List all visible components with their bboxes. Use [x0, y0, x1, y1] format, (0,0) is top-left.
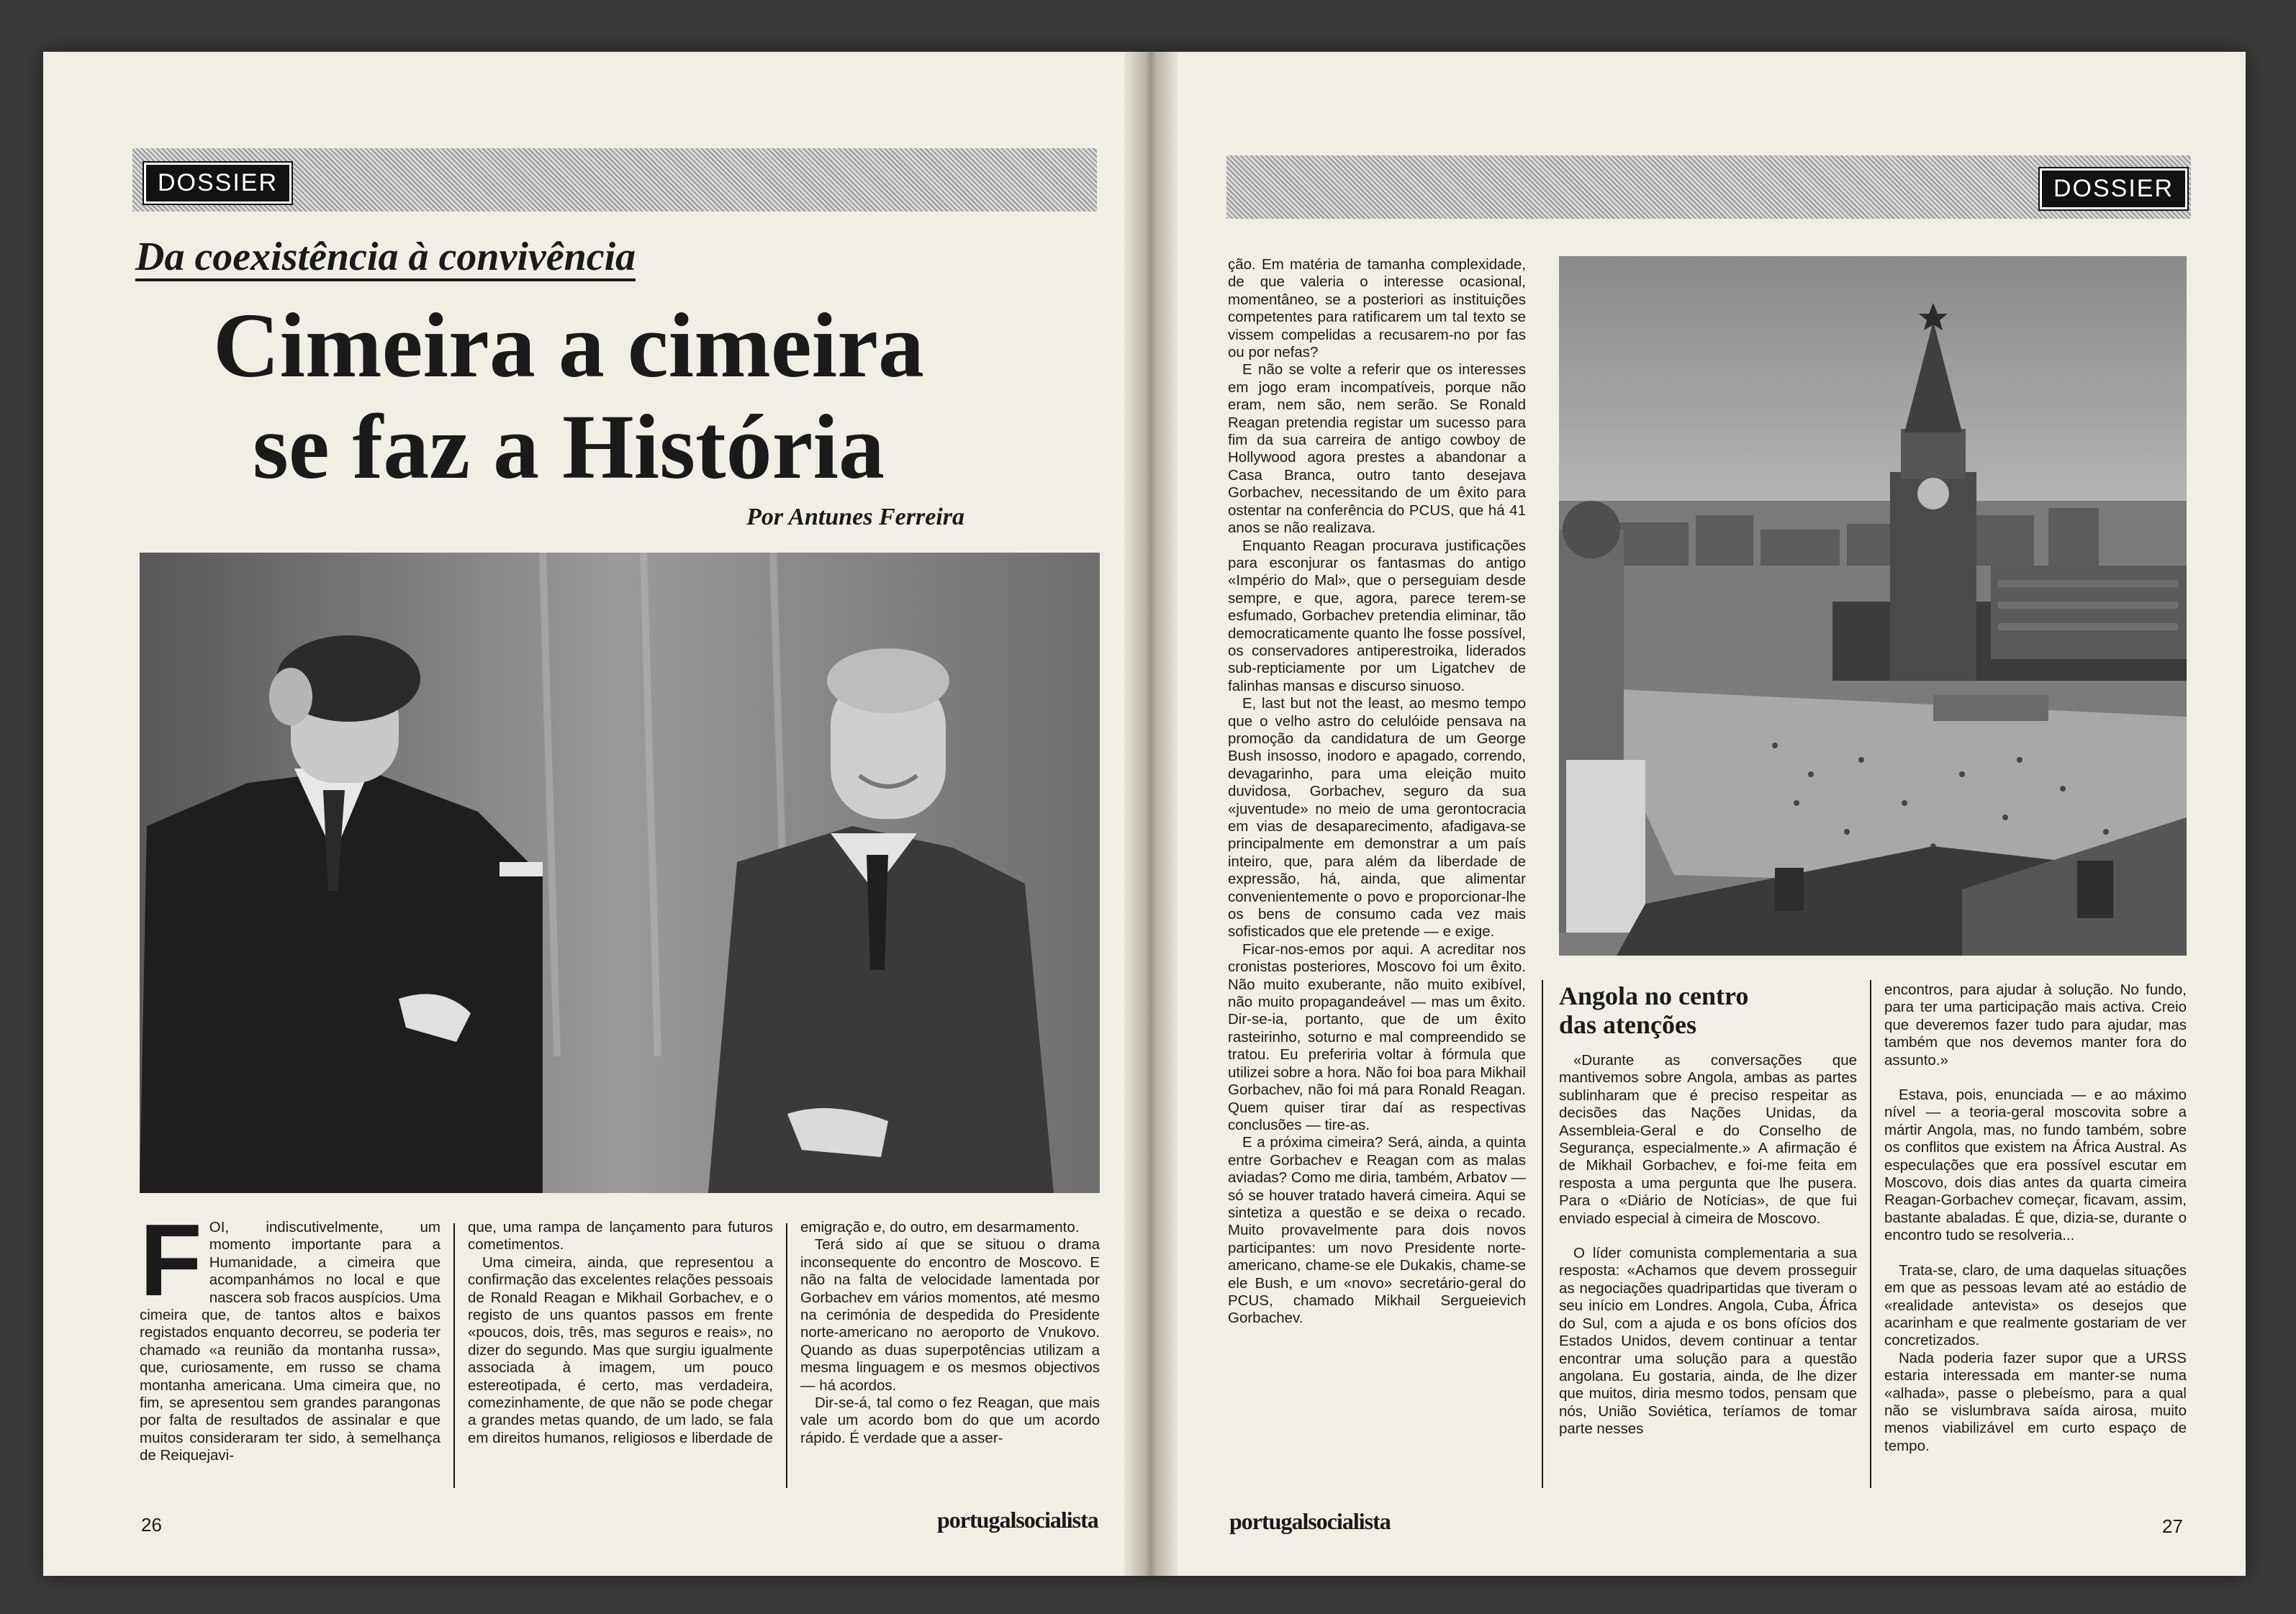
left-col3-paragraph: Terá sido aí que se situou o drama inconsequente do encontro de Moscovo. E não na falta de velocidade lamentada por Gorbachev em vários momentos, até mesmo na cerimónia de despedida do Presidente norte-americano no aeroporto de Vnukovo. Quando as duas superpotências utilizam a mesma linguagem e os mesmos objectivos — há acordos. — [800, 1236, 1100, 1394]
column-rule — [1542, 980, 1543, 1488]
angola-subhead — [1559, 981, 1861, 1039]
left-column-2 — [468, 1219, 773, 1447]
byline: Por Antunes Ferreira — [746, 504, 964, 530]
right-col1-paragraph: E, last but not the least, ao mesmo tempo que o velho astro do celulóide pensava na promoção da candidatura de um George Bush insosso, inodoro e apagado, correndo, devagarinho, para uma eleição muito duvidosa, Gorbachev, seguro da sua «juventude» no meio de uma gerontocracia em vias de desaparecimento, afadigava-se principalmente em demonstrar a um país inteiro, que, para além da liberdade de expressão, há, ainda, que alimentar convenientemente o povo e proporcionar-lhe os bens de consumo cada vez mais sofisticados que ele pretende — e exige. — [1228, 695, 1526, 940]
subhead-line-2: das atenções — [1559, 1010, 1696, 1039]
left-column-3 — [800, 1219, 1100, 1447]
column-rule — [453, 1223, 455, 1488]
left-masthead: portugalsocialista — [937, 1507, 1098, 1533]
column-rule — [1870, 980, 1871, 1488]
right-col1-paragraph: E não se volte a referir que os interesses em jogo eram incompatíveis, porque não eram, nem são, nem serão. Se Ronald Reagan pretendia registar um sucesso para fim da sua carreira de antigo cowboy de Hollywood agora prestes a abandonar a Casa Branca, outro tanto desejava Gorbachev, necessitando de um êxito para ostentar na conferência do PCUS, que há 41 anos se não realizava. — [1228, 361, 1526, 537]
right-col1-paragraph: Ficar-nos-emos por aqui. A acreditar nos cronistas posteriores, Moscovo foi um êxito. Não muito exuberante, não muito exibível, não muito propagandeável — mas um êxito. Dir-se-ia, portanto, que de um êxito rasteirinho, soturno e mal compreendido se tratou. Eu preferiria voltar à fórmula que utilizei sobre a hora. Não foi boa para Mikhail Gorbachev, não foi má para Ronald Reagan. Quem quiser tirar daí as respectivas conclusões — tire-as. — [1228, 940, 1526, 1133]
red-square-illustration — [1559, 256, 2187, 956]
right-section-tag: DOSSIER — [2040, 168, 2187, 209]
left-col2-paragraph: Uma cimeira, ainda, que representou a confirmação das excelentes relações pessoais de Ronald Reagan e Mikhail Gorbachev, e o registo de uns quantos passos em frente «poucos, dois, três, mas seguros e reais», no dizer do segundo. Mas que surgiu igualmente associada à imagem, um pouco estereotipada, é certo, mas verdadeira, comezinhamente, de que não se pode chegar a grandes metas quando, de um lado, se fala em direitos humanos, religiosos e liberdade de — [468, 1253, 773, 1446]
right-column-2 — [1559, 1052, 1857, 1438]
headline-line-2: se faz a História — [253, 395, 885, 498]
right-col3-paragraph: Trata-se, claro, de uma daquelas situações em que as pessoas levam até ao estádio de «realidade antevista» os desejos que acarinham e que realmente gostariam de ver concretizados. — [1884, 1261, 2187, 1349]
right-page-number: 27 — [2162, 1515, 2183, 1537]
headline — [137, 295, 1000, 498]
reagan-gorbachev-photo — [140, 553, 1100, 1193]
left-col3-paragraph: emigração e, do outro, em desarmamento. — [800, 1219, 1080, 1236]
left-col2-paragraph: que, uma rampa de lançamento para futuros cometimentos. — [468, 1219, 773, 1253]
left-col3-paragraph: Dir-se-á, tal como o fez Reagan, que mais vale um acordo bom do que um acordo rápido. É verdade que a asser- — [800, 1395, 1100, 1446]
kicker: Da coexistência à convivência — [135, 236, 636, 281]
right-col3-paragraph: Nada poderia fazer supor que a URSS estaria interessada em manter-se numa «alhada», passe o plebeísmo, para a qual não se vislumbrava saída airosa, muito menos viabilizável em curto espaço de tempo. — [1884, 1349, 2187, 1454]
left-section-tag: DOSSIER — [144, 163, 291, 204]
red-square-photo — [1559, 256, 2187, 956]
dropcap: F — [140, 1203, 202, 1318]
right-masthead: portugalsocialista — [1229, 1508, 1391, 1534]
right-column-1 — [1228, 256, 1526, 1328]
left-col1-paragraph — [140, 1203, 440, 1465]
column-rule — [786, 1223, 787, 1488]
right-col2-paragraph: O líder comunista complementaria a sua resposta: «Achamos que devem prosseguir as negociações quadripartidas que tiveram o seu início em Londres. Angola, Cuba, África do Sul, com a ajuda e os bons ofícios dos Estados Unidos, devem continuar a tentar encontrar uma solução para a questão angolana. Eu gostaria, ainda, de lhe dizer que muitos, diria mesmo todos, pensam que nós, União Soviética, teríamos de tomar parte nesses — [1559, 1245, 1857, 1438]
right-col3-paragraph: Estava, pois, enunciada — e ao máximo nível — a teoria-geral moscovita sobre a mártir Angola, mas, no fundo também, sobre os conflitos que existem na África Austral. As especulações que era possível escutar em Moscovo, dois dias antes da quarta cimeira Reagan-Gorbachev começar, ficavam, assim, bastante abaladas. É que, dizia-se, durante o encontro tudo se resolveria... — [1884, 1087, 2187, 1244]
right-col3-paragraph: encontros, para ajudar à solução. No fundo, para ter uma participação mais activa. Creio que deveremos fazer tudo para ajudar, mas também que nos devemos manter fora do assunto.» — [1884, 981, 2187, 1069]
center-gutter — [1124, 52, 1178, 1576]
reagan-gorbachev-illustration — [140, 553, 1100, 1193]
right-col2-paragraph: «Durante as conversações que mantivemos sobre Angola, ambas as partes sublinharam que é preciso respeitar as decisões das Nações Unidas, da Assembleia-Geral e do Conselho de Segurança, especialmente.» A afirmação é de Mikhail Gorbachev, e foi-me feita em resposta a uma pergunta que lhe pusera. Para o «Diário de Notícias», de que fui enviado especial à cimeira de Moscovo. — [1559, 1052, 1857, 1227]
left-page-number: 26 — [141, 1514, 162, 1536]
right-col1-paragraph: E a próxima cimeira? Será, ainda, a quinta entre Gorbachev e Reagan com as malas aviadas? Como me diria, também, Arbatov — só se houver tratado haverá cimeira. Aqui se sintetiza a questão e se deixa o recado. Muito provavelmente para dois novos participantes: um novo Presidente norte-americano, chame-se ele Dukakis, chame-se ele Bush, e um «novo» secretário-geral do PCUS, chamado Mikhail Sergueievich Gorbachev. — [1228, 1134, 1526, 1327]
right-col1-paragraph: ção. Em matéria de tamanha complexidade, de que valeria o interesse ocasional, momentâneo, se a posteriori as instituições competentes para ratificarem um tal texto se vissem compelidas a recusarem-no por fas ou por nefas? — [1228, 256, 1526, 361]
right-column-3 — [1884, 981, 2187, 1455]
subhead-line-1: Angola no centro — [1559, 981, 1749, 1010]
left-col1-text: OI, indiscutivelmente, um momento importante para a Humanidade, a cimeira que acompanhámos no local e que nascera sob fracos auspícios. Uma cimeira que, de tantos altos e baixos registados enquanto decorreu, se poderia ter chamado «a reunião da montanha russa», que, curiosamente, em russo se chama montanha americana. Uma cimeira que, no fim, se apresentou sem grandes parangonas por falta de resultados de assinalar e que muitos consideraram ter sido, à semelhança de Reiquejavi- — [140, 1219, 440, 1464]
headline-line-1: Cimeira a cimeira — [213, 294, 924, 396]
left-column-1 — [140, 1203, 440, 1465]
right-col1-paragraph: Enquanto Reagan procurava justificações para esconjurar os fantasmas do antigo «Império do Mal», que o perseguiam desde sempre, e que, agora, parece terem-se esfumado, Gorbachev pretendia eliminar, tão democraticamente quanto lhe fosse possível, os conservadores antiperestroika, liderados sub-repticiamente por um Ligatchev de falinhas mansas e discurso sinuoso. — [1228, 537, 1526, 694]
